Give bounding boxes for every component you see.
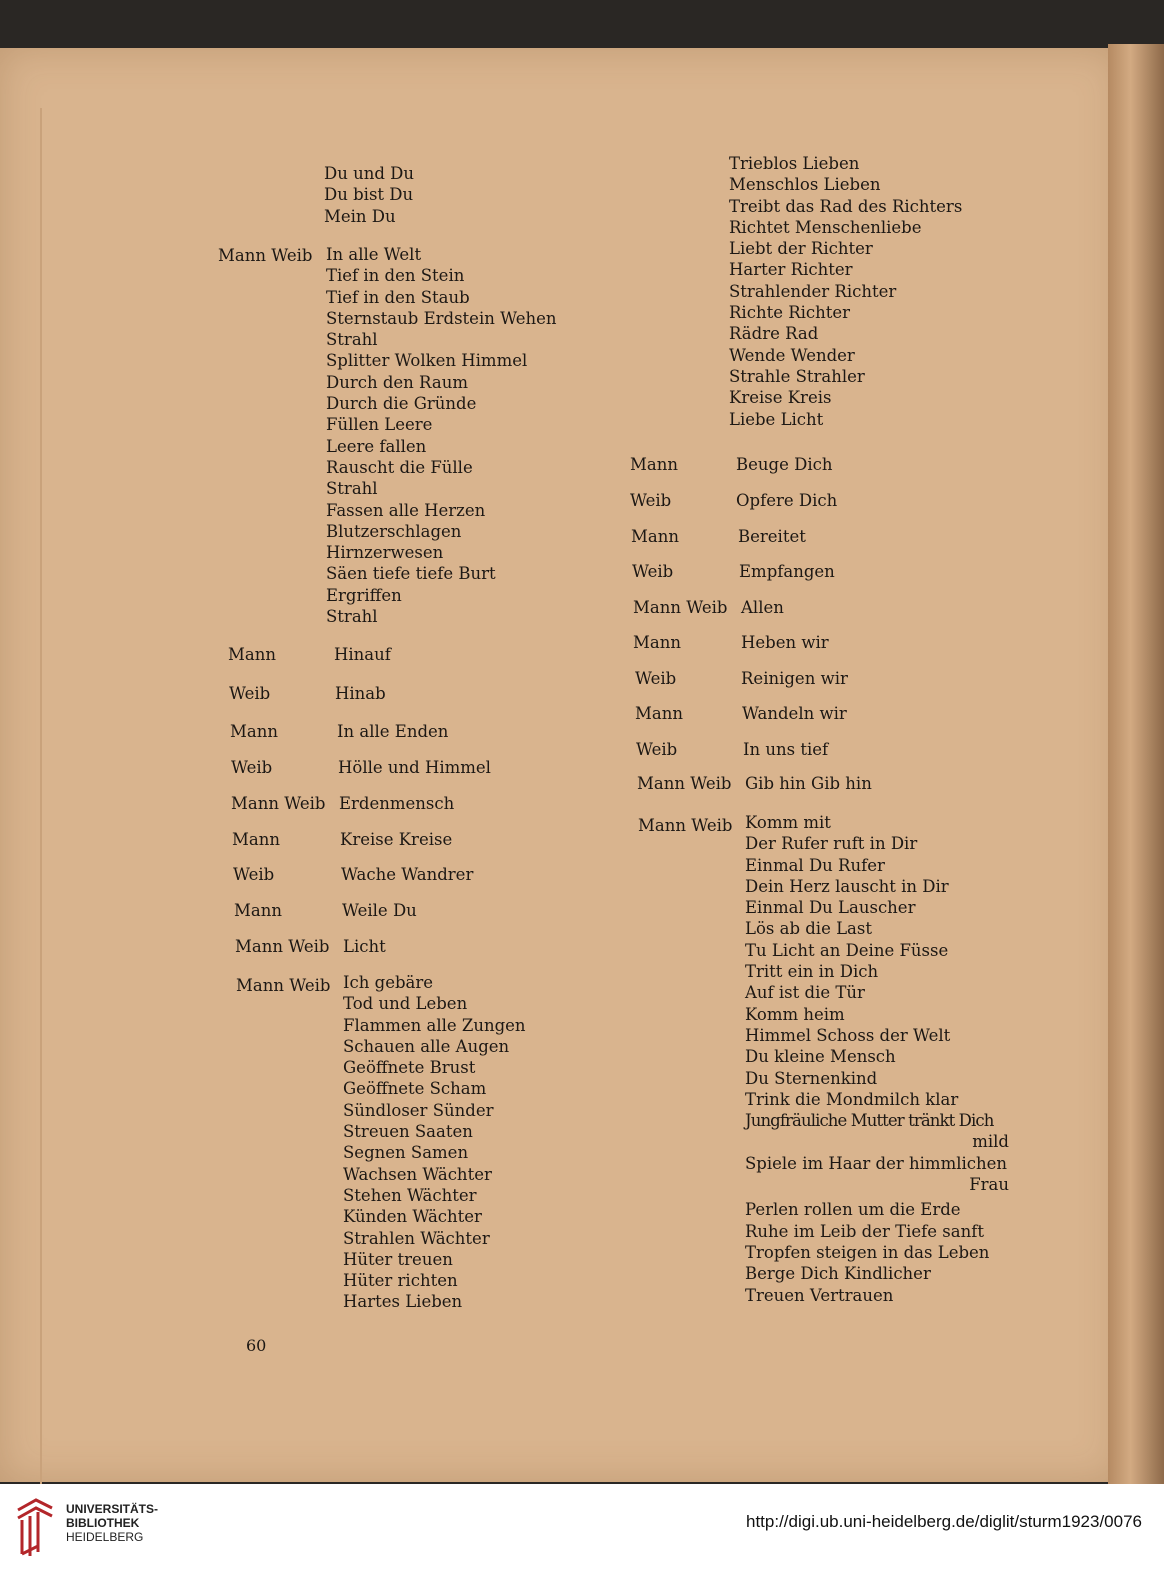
dialogue-text: Licht: [343, 937, 386, 956]
verse-line: Ergriffen: [326, 585, 402, 605]
speaker-label: Mann: [633, 633, 681, 652]
verse-line: Du und Du: [324, 164, 415, 183]
verse-line: Geöffnete Brust: [343, 1058, 476, 1078]
speaker-label: Mann: [230, 722, 278, 741]
verse-line: Tu Licht an Deine Füsse: [745, 940, 949, 960]
left-block2: [343, 972, 526, 1313]
speaker-label: Mann Weib: [633, 598, 728, 617]
speaker-label: Weib: [231, 758, 273, 777]
dialogue-text: Empfangen: [739, 562, 835, 581]
dialogue-text: In alle Enden: [337, 722, 449, 741]
verse-line: Du kleine Mensch: [745, 1047, 896, 1067]
verse-line: Lös ab die Last: [745, 919, 872, 939]
speaker-label: Mann Weib: [638, 816, 733, 835]
verse-line: Blutzerschlagen: [326, 521, 462, 541]
verse-line: In alle Welt: [326, 245, 422, 264]
page-number: 60: [246, 1336, 267, 1355]
verse-line: Strahl: [326, 607, 378, 627]
speaker-label: Mann: [630, 455, 678, 474]
footer-bar: [0, 1484, 1164, 1574]
verse-line: Tief in den Stein: [326, 266, 465, 286]
verse-line: Liebe Licht: [729, 409, 824, 429]
right-dialogue: [630, 454, 1010, 804]
library-name: [66, 1502, 158, 1544]
verse-line: Menschlos Lieben: [729, 175, 881, 195]
dialogue-text: Heben wir: [741, 633, 829, 652]
verse-line: Berge Dich Kindlicher: [745, 1264, 931, 1284]
speaker-label: Weib: [635, 669, 677, 688]
verse-line: Streuen Saaten: [343, 1122, 473, 1142]
verse-line: Geöffnete Scham: [343, 1079, 487, 1099]
verse-line: Auf ist die Tür: [745, 983, 865, 1003]
dialogue-text: Wandeln wir: [742, 704, 847, 723]
left-dialogue: [228, 644, 588, 974]
verse-line: Strahl: [326, 330, 378, 350]
speaker-label: Mann Weib: [218, 246, 313, 265]
verse-line: Tritt ein in Dich: [745, 962, 879, 982]
speaker-label: Weib: [632, 562, 674, 581]
dialogue-text: Wache Wandrer: [341, 865, 474, 884]
verse-line: Durch die Gründe: [326, 394, 477, 414]
speaker-label: Mann: [228, 645, 276, 664]
verse-line: Einmal Du Lauscher: [745, 898, 916, 918]
verse-line: Künden Wächter: [343, 1207, 482, 1227]
verse-line: mild: [972, 1132, 1009, 1152]
verse-line: Trink die Mondmilch klar: [745, 1089, 959, 1109]
verse-line: Splitter Wolken Himmel: [326, 351, 528, 371]
speaker-label: Mann Weib: [231, 794, 326, 813]
dialogue-text: Bereitet: [738, 527, 806, 546]
verse-line: Mein Du: [324, 206, 396, 226]
verse-line: Rauscht die Fülle: [326, 457, 473, 477]
verse-line: Strahle Strahler: [729, 366, 865, 386]
dialogue-text: Reinigen wir: [741, 669, 848, 688]
verse-line: Wende Wender: [729, 345, 855, 365]
dialogue-text: Beuge Dich: [736, 455, 833, 474]
verse-line: Tropfen steigen in das Leben: [745, 1242, 990, 1262]
library-logo-icon: [12, 1496, 58, 1560]
right-intro: [729, 153, 962, 430]
verse-line: Sternstaub Erdstein Wehen: [326, 308, 557, 328]
verse-line: Himmel Schoss der Welt: [745, 1025, 951, 1045]
verse-line: Stehen Wächter: [343, 1185, 477, 1205]
speaker-label: Mann: [232, 830, 280, 849]
verse-line: Segnen Samen: [343, 1143, 469, 1163]
speaker-label: Weib: [636, 740, 678, 759]
dialogue-text: Allen: [741, 598, 784, 617]
verse-line: Hüter richten: [343, 1271, 458, 1291]
dialogue-text: Hinauf: [334, 645, 391, 664]
speaker-label: Weib: [630, 491, 672, 510]
verse-line: Durch den Raum: [326, 372, 468, 392]
speaker-label: Weib: [229, 684, 271, 703]
verse-line: Dein Herz lauscht in Dir: [745, 876, 949, 896]
verse-line: Richtet Menschenliebe: [729, 217, 922, 237]
verse-line: Strahlender Richter: [729, 281, 897, 301]
speaker-label: Mann: [635, 704, 683, 723]
dialogue-text: Weile Du: [342, 901, 417, 920]
dialogue-text: Kreise Kreise: [340, 830, 453, 849]
verse-line: Treibt das Rad des Richters: [729, 196, 963, 216]
speaker-label: Mann Weib: [236, 976, 331, 995]
book-spine: [1108, 44, 1164, 1494]
verse-line: Perlen rollen um die Erde: [745, 1200, 961, 1220]
speaker-label: Mann: [631, 527, 679, 546]
verse-line: Du bist Du: [324, 185, 414, 205]
dialogue-text: Erdenmensch: [339, 794, 455, 813]
library-name-line: BIBLIOTHEK: [66, 1516, 140, 1530]
verse-line: Sündloser Sünder: [343, 1100, 494, 1120]
speaker-label: Mann Weib: [637, 774, 732, 793]
verse-line: Ruhe im Leib der Tiefe sanft: [745, 1221, 984, 1241]
verse-line: Füllen Leere: [326, 415, 433, 435]
verse-line: Hirnzerwesen: [326, 543, 444, 563]
verse-line: Komm mit: [745, 813, 831, 832]
verse-line: Strahl: [326, 479, 378, 499]
verse-line: Ich gebäre: [343, 973, 434, 992]
dialogue-text: Hinab: [335, 684, 386, 703]
verse-line: Flammen alle Zungen: [343, 1015, 526, 1035]
dialogue-text: Opfere Dich: [736, 491, 838, 510]
dialogue-text: Hölle und Himmel: [338, 758, 491, 777]
verse-line: Trieblos Lieben: [729, 154, 860, 173]
verse-line: Spiele im Haar der himmlichen: [745, 1153, 1008, 1173]
verse-line: Der Rufer ruft in Dir: [745, 834, 918, 854]
source-url[interactable]: http://digi.ub.uni-heidelberg.de/diglit/sturm1923/0076: [746, 1512, 1142, 1531]
left-block1: [326, 244, 556, 627]
verse-line: Einmal Du Rufer: [745, 855, 885, 875]
verse-line: Richte Richter: [729, 303, 851, 323]
verse-line: Säen tiefe tiefe Burt: [326, 564, 496, 584]
verse-line: Hüter treuen: [343, 1249, 453, 1269]
speaker-label: Mann: [234, 901, 282, 920]
verse-line: Komm heim: [745, 1004, 845, 1024]
dialogue-text: Gib hin Gib hin: [745, 774, 872, 793]
verse-line: Tod und Leben: [343, 994, 468, 1014]
speaker-label: Mann Weib: [235, 937, 330, 956]
library-name-line: UNIVERSITÄTS-: [66, 1502, 159, 1516]
verse-line: Harter Richter: [729, 260, 853, 280]
dialogue-text: In uns tief: [743, 740, 829, 759]
speaker-label: Weib: [233, 865, 275, 884]
verse-line: Frau: [969, 1175, 1009, 1195]
verse-line: Liebt der Richter: [729, 239, 873, 259]
verse-line: Kreise Kreis: [729, 388, 832, 408]
verse-line: Schauen alle Augen: [343, 1036, 510, 1056]
verse-line: Du Sternenkind: [745, 1068, 878, 1088]
library-name-line: HEIDELBERG: [66, 1530, 144, 1544]
verse-line: Rädre Rad: [729, 324, 819, 344]
verse-line: Strahlen Wächter: [343, 1228, 490, 1248]
verse-line: Tief in den Staub: [326, 287, 470, 307]
verse-line: Leere fallen: [326, 436, 427, 456]
right-block: [745, 812, 1009, 1306]
verse-line: Hartes Lieben: [343, 1292, 463, 1312]
verse-line: Jungfräuliche Mutter tränkt Dich: [745, 1111, 994, 1131]
verse-line: Fassen alle Herzen: [326, 500, 486, 520]
verse-line: Treuen Vertrauen: [745, 1285, 894, 1305]
verse-line: Wachsen Wächter: [343, 1164, 492, 1184]
left-intro: [324, 163, 414, 227]
